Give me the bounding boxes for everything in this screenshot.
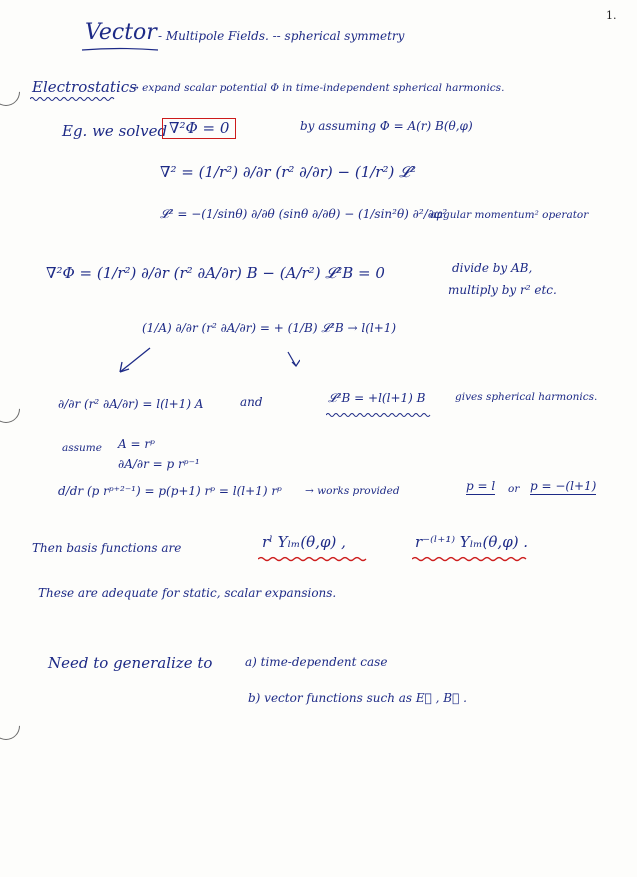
laplace-boxed: ∇²Φ = 0 <box>162 118 236 139</box>
assume-label: assume <box>62 442 102 454</box>
generalize-item-a: a) time-dependent case <box>245 655 388 669</box>
generalize-label: Need to generalize to <box>48 654 213 672</box>
separated-equation: ∇²Φ = (1/r²) ∂/∂r (r² ∂A/∂r) B − (A/r²) 𝓛²B = 0 <box>46 264 385 282</box>
generalize-item-b: b) vector functions such as E⃗ , B⃗ . <box>248 691 467 705</box>
basis-1-red-underline <box>258 556 368 562</box>
angular-equation-squiggle <box>326 412 434 418</box>
angular-equation: 𝓛²B = +l(l+1) B <box>328 391 426 405</box>
electrostatics-squiggle <box>30 96 116 102</box>
adequate-statement: These are adequate for static, scalar expansions. <box>38 586 337 600</box>
title-underline <box>80 46 160 54</box>
divide-note-1: divide by AB, <box>452 261 533 275</box>
binder-hole-bottom <box>0 706 26 746</box>
radial-equation: ∂/∂r (r² ∂A/∂r) = l(l+1) A <box>58 397 204 411</box>
divide-note-2: multiply by r² etc. <box>448 283 557 297</box>
assume-A: A = rᵖ <box>118 437 155 451</box>
basis-label: Then basis functions are <box>32 541 182 555</box>
title-rest: - Multipole Fields. -- spherical symmetry <box>158 29 405 43</box>
works-provided: → works provided <box>305 485 400 497</box>
L2-definition: 𝓛² = −(1/sinθ) ∂/∂θ (sinθ ∂/∂θ) − (1/sin²θ) ∂²/∂φ² <box>160 207 448 221</box>
power-equation: d/dr (p rᵖ⁺²⁻¹) = p(p+1) rᵖ = l(l+1) rᵖ <box>58 484 282 498</box>
electrostatics-label: Electrostatics <box>32 78 137 96</box>
basis-2-red-underline <box>412 556 530 562</box>
or-word: or <box>508 483 520 495</box>
and-word: and <box>240 395 263 409</box>
basis-function-2: r⁻⁽ˡ⁺¹⁾ Yₗₘ(θ,φ) . <box>415 533 529 551</box>
binder-hole-top <box>0 72 26 112</box>
L2-note: angular momentum² operator <box>430 209 589 221</box>
eg-label: Eg. we solved <box>62 122 168 140</box>
split-arrows <box>100 344 300 378</box>
electrostatics-text: → expand scalar potential Φ in time-independent spherical harmonics. <box>130 82 505 94</box>
separation-equation: (1/A) ∂/∂r (r² ∂A/∂r) = + (1/B) 𝓛²B → l(l+1) <box>142 321 397 335</box>
laplacian-definition: ∇² = (1/r²) ∂/∂r (r² ∂/∂r) − (1/r²) 𝓛² <box>160 163 417 181</box>
basis-function-1: rˡ Yₗₘ(θ,φ) , <box>262 533 346 551</box>
assume-dA: ∂A/∂r = p rᵖ⁻¹ <box>118 457 200 471</box>
p-equals-neg: p = −(l+1) <box>530 479 597 493</box>
by-assuming: by assuming Φ = A(r) B(θ,φ) <box>300 119 473 133</box>
binder-hole-middle <box>0 389 26 429</box>
page-number: 1. <box>606 9 617 22</box>
angular-note: gives spherical harmonics. <box>455 391 598 403</box>
title-main: Vector <box>85 20 157 45</box>
p-equals-l: p = l <box>466 479 496 493</box>
